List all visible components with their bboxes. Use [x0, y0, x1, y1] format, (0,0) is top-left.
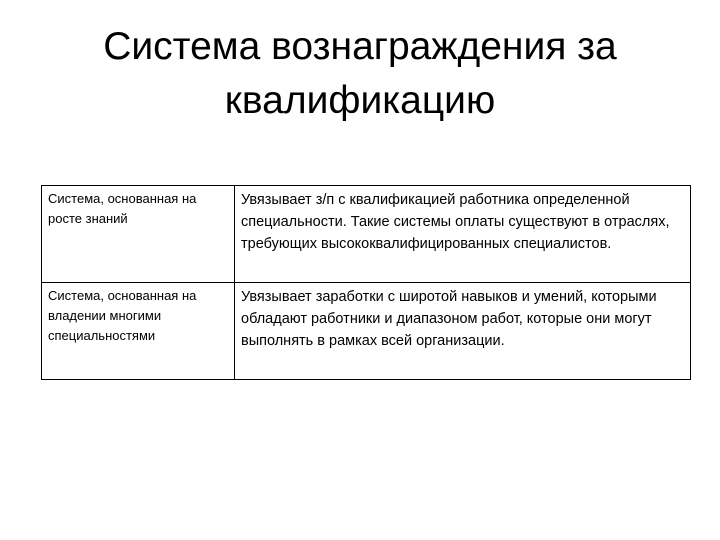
system-description-cell: Увязывает заработки с широтой навыков и умений, которыми обладают работники и диапазоном работ, которые они могут выполнять в рамках всей организации. [235, 283, 691, 380]
table-row [42, 283, 691, 380]
system-name-cell: Система, основанная на владении многими специальностями [42, 283, 235, 380]
qualification-pay-table [41, 185, 691, 380]
system-name-cell: Система, основанная на росте знаний [42, 186, 235, 283]
table-row [42, 186, 691, 283]
slide-title: Система вознаграждения за квалификацию [103, 25, 617, 122]
system-description-cell: Увязывает з/п с квалификацией работника определенной специальности. Такие системы оплаты существуют в отраслях, требующих высококвалифицированных специалистов. [235, 186, 691, 283]
